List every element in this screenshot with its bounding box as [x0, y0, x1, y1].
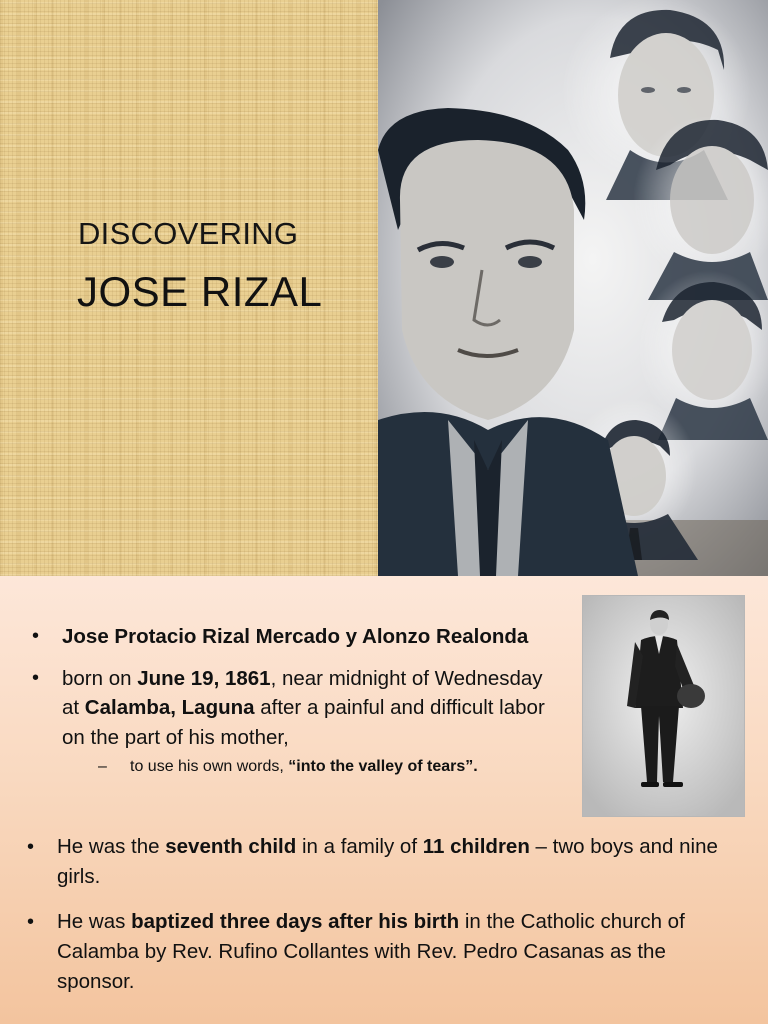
standing-portrait-photo: [582, 595, 745, 817]
bullet-birth: [32, 664, 552, 781]
bullet-baptized: [27, 907, 747, 997]
bullet-text: He was baptized three days after his birth in the Catholic church of Calamba by Rev. Rufino Collantes with Rev. Pedro Casanas as the sponsor.: [57, 910, 685, 993]
sub-bullet-quote: [98, 754, 552, 780]
bullet-text: born on June 19, 1861, near midnight of Wednesday at Calamba, Laguna after a painful and difficult labor on the part of his mother,: [62, 666, 545, 749]
facts-bullet-list: [27, 832, 747, 1012]
bullet-text: He was the seventh child in a family of 11 children – two boys and nine girls.: [57, 835, 718, 888]
bullet-dot: •: [32, 625, 40, 647]
bullet-full-name: [32, 622, 552, 652]
bullet-dot: •: [32, 666, 40, 689]
bio-bullet-list: [32, 622, 552, 780]
biography-slide: [0, 576, 768, 1024]
bullet-seventh-child: [27, 832, 747, 892]
slide-title: JOSE RIZAL: [77, 268, 323, 315]
title-kicker: DISCOVERING: [78, 216, 299, 251]
sub-bullet-text: to use his own words, “into the valley of tears”.: [130, 758, 478, 775]
rizal-collage-photo: [378, 0, 768, 576]
sub-bullet-dash: –: [98, 758, 107, 775]
bullet-dot: •: [27, 911, 35, 933]
bullet-dot: •: [27, 836, 35, 858]
bullet-text: Jose Protacio Rizal Mercado y Alonzo Realonda: [62, 625, 529, 648]
